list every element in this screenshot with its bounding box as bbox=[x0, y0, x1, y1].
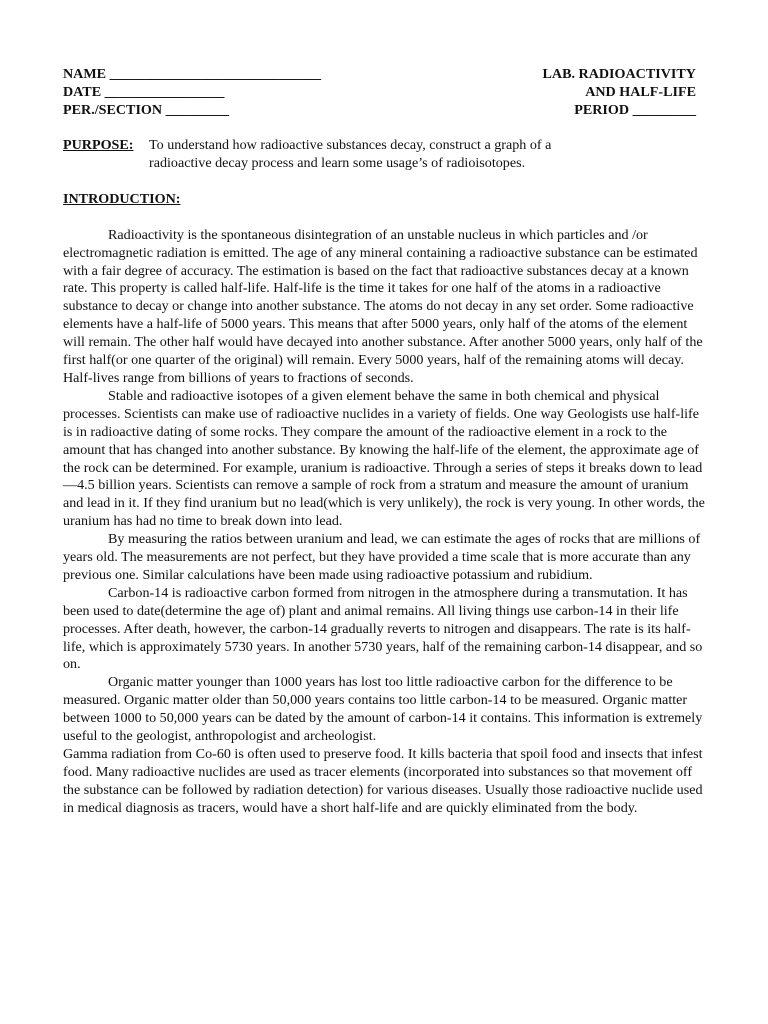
intro-paragraph-radioactivity: Radioactivity is the spontaneous disintegration of an unstable nucleus in which particles and /or electromagnetic radiation is emitted. The age of any mineral containing a radioactive substance can be estimated with a fair degree of accuracy. The estimation is based on the fact that radioactive substances decay at a known rate. This property is called half-life. Half-life is the time it takes for one half of the atoms in a radioactive substance to decay or change into another substance. The atoms do not decay in any set order. Some radioactive elements have a half-life of 5000 years. This means that after 5000 years, only half of the atoms of the element will remain. The other half would have decayed into another substance. After another 5000 years, only half of the first half(or one quarter of the original) will remain. Every 5000 years, half of the remaining atoms will decay. Half-lives range from billions of years to fractions of seconds. bbox=[63, 226, 703, 386]
period-field-line: PERIOD _________ bbox=[574, 102, 696, 118]
introduction-heading: INTRODUCTION: bbox=[63, 190, 181, 207]
date-field-line: DATE _________________ bbox=[63, 84, 225, 100]
section-field-line: PER./SECTION _________ bbox=[63, 102, 230, 118]
lab-title-line-2: AND HALF-LIFE bbox=[585, 84, 696, 100]
intro-paragraph-uranium-lead: By measuring the ratios between uranium and lead, we can estimate the ages of rocks that are millions of years old. The measurements are not perfect, but they have provided a time scale that is more accurate than any previous one. Similar calculations have been made using radioactive potassium and rubidium. bbox=[63, 531, 701, 583]
lab-title-line-1: LAB. RADIOACTIVITY bbox=[542, 66, 696, 82]
purpose-text-line-1: To understand how radioactive substances decay, construct a graph of a bbox=[149, 137, 552, 153]
intro-paragraph-gamma-radiation: Gamma radiation from Co-60 is often used to preserve food. It kills bacteria that spoil food and insects that infest food. Many radioactive nuclides are used as tracer elements (incorporated into substances so that movement off the substance can be followed by radiation detection) for various diseases. Usually those radioactive nuclide used in medical diagnosis as tracers, would have a short half-life and are quickly eliminated from the body. bbox=[63, 746, 703, 816]
name-field-line: NAME ______________________________ bbox=[63, 66, 321, 82]
intro-paragraph-isotopes: Stable and radioactive isotopes of a given element behave the same in both chemical and physical processes. Scientists can make use of radioactive nuclides in a variety of fields. One way Geologists use half-life is in radioactive dating of some rocks. They compare the amount of the radioactive element in a rock to the amount that has changed into another substance. By knowing the half-life of the element, the approximate age of the rock can be determined. For example, uranium is radioactive. Through a series of steps it breaks down to lead—4.5 billion years. Scientists can remove a sample of rock from a stratum and measure the amount of uranium and lead in it. If they find uranium but no lead(which is very unlikely), the rock is very young. In other words, the uranium has had no time to break down into lead. bbox=[63, 387, 705, 530]
worksheet-page bbox=[63, 66, 706, 818]
lab-title-block bbox=[543, 66, 697, 120]
student-info-block bbox=[63, 66, 321, 120]
purpose-section bbox=[63, 137, 706, 173]
purpose-label: PURPOSE: bbox=[63, 137, 134, 153]
purpose-text-line-2: radioactive decay process and learn some usage’s of radioisotopes. bbox=[149, 154, 526, 171]
purpose-text bbox=[149, 137, 589, 173]
worksheet-header bbox=[63, 66, 706, 122]
introduction-body bbox=[63, 227, 706, 818]
intro-paragraph-organic-matter: Organic matter younger than 1000 years has lost too little radioactive carbon for the difference to be measured. Organic matter older than 50,000 years contains too little carbon-14 to be measured. Organic matter between 1000 to 50,000 years can be dated by the amount of carbon-14 it contains. This information is extremely useful to the geologist, anthropologist and archeologist. bbox=[63, 674, 703, 745]
intro-paragraph-carbon-14: Carbon-14 is radioactive carbon formed from nitrogen in the atmosphere during a transmutation. It has been used to date(determine the age of) plant and animal remains. All living things use carbon-14 in their life processes. After death, however, the carbon-14 gradually reverts to nitrogen and disappears. The rate is its half-life, which is approximately 5730 years. In another 5730 years, half of the remaining carbon-14 disappear, and so on. bbox=[63, 584, 703, 673]
